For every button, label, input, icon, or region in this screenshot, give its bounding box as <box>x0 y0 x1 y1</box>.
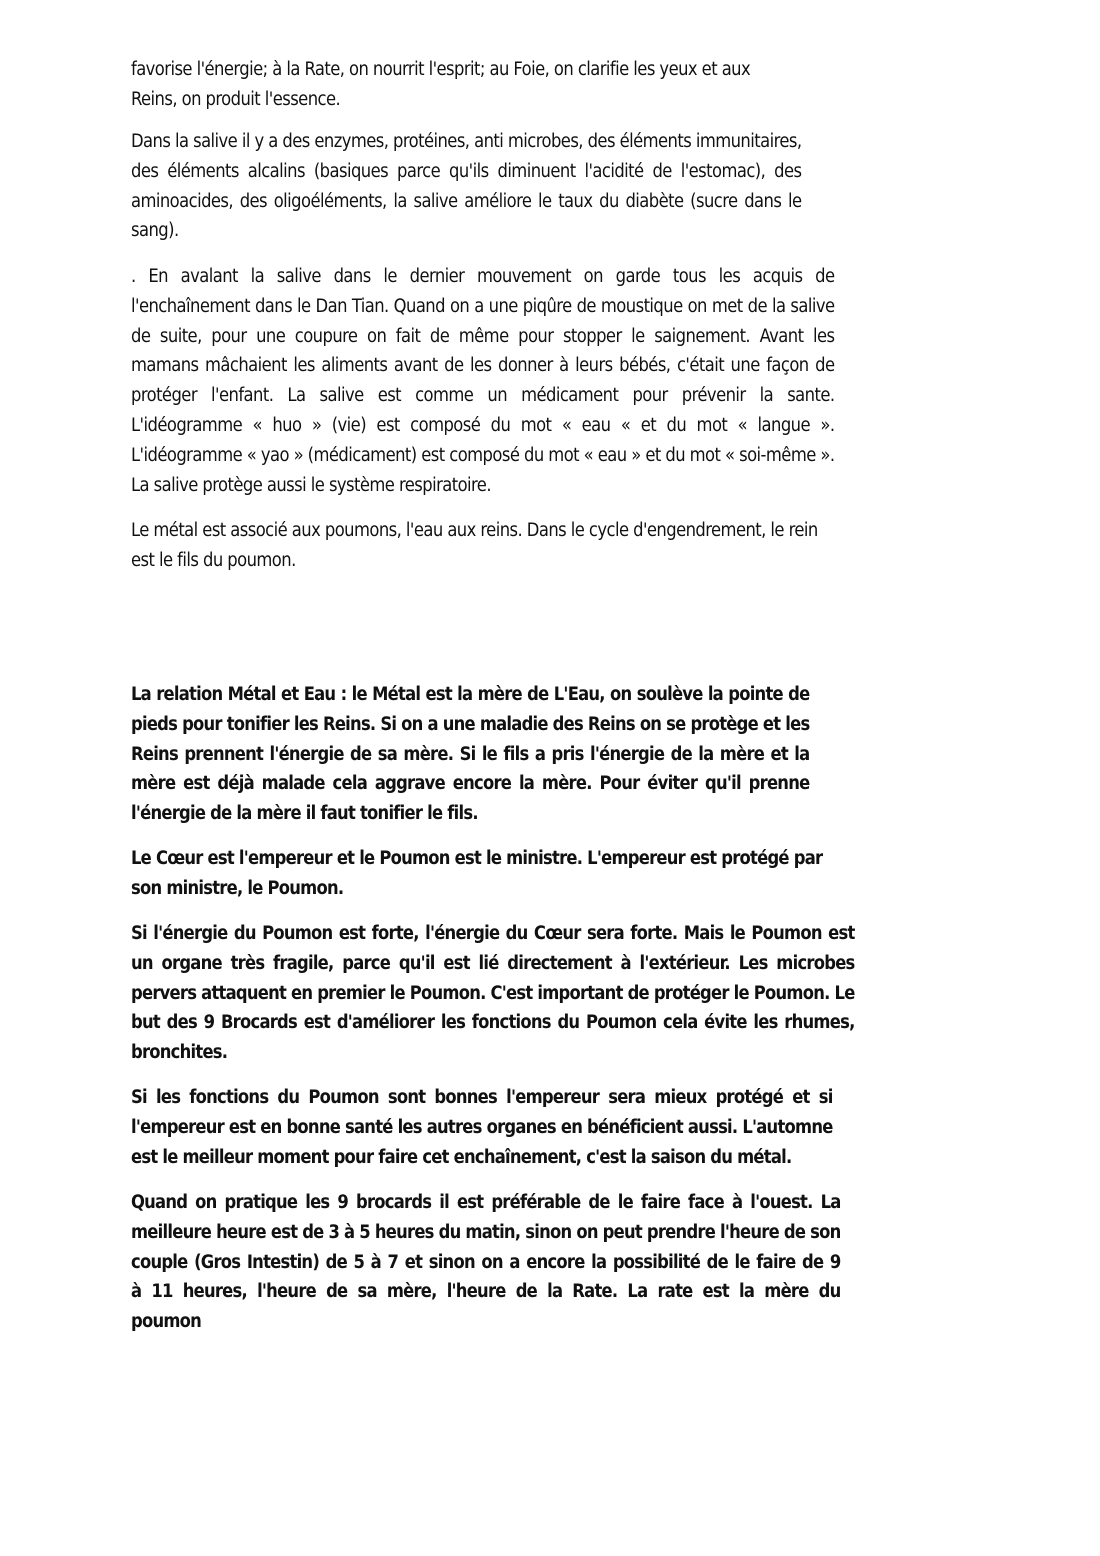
text-line: de suite, pour une coupure on fait de même pour stopper le saignement. Avant les <box>131 325 835 347</box>
text-line: mamans mâchaient les aliments avant de les donner à leurs bébés, c'était une façon de <box>131 355 835 377</box>
text-line: . En avalant la salive dans le dernier mouvement on garde tous les acquis de <box>131 266 835 287</box>
paragraph-practice-hours <box>131 1188 841 1337</box>
paragraph-lung-energy <box>131 919 855 1068</box>
text-line: à 11 heures, l'heure de sa mère, l'heure de la Rate. La rate est la mère du <box>131 1281 841 1303</box>
text-line: aminoacides, des oligoéléments, la salive améliore le taux du diabète (sucre dans le <box>131 190 802 212</box>
text-line: Reins prennent l'énergie de sa mère. Si le fils a pris l'énergie de la mère et la <box>131 743 810 765</box>
text-line: son ministre, le Poumon. <box>131 877 344 899</box>
text-line: Si les fonctions du Poumon sont bonnes l'empereur sera mieux protégé et si <box>131 1087 833 1108</box>
paragraph-autumn-season <box>131 1083 833 1172</box>
paragraph-energy-organs <box>131 55 750 115</box>
text-line: sang). <box>131 220 179 242</box>
text-line: est le meilleur moment pour faire cet enchaînement, c'est la saison du métal. <box>131 1146 792 1168</box>
text-line: pieds pour tonifier les Reins. Si on a une maladie des Reins on se protège et les <box>131 713 810 735</box>
text-line: L'idéogramme « huo » (vie) est composé du mot « eau « et du mot « langue ». <box>131 414 835 436</box>
text-line: bronchites. <box>131 1042 228 1064</box>
text-line: but des 9 Brocards est d'améliorer les fonctions du Poumon cela évite les rhumes, <box>131 1012 855 1034</box>
text-line: mère est déjà malade cela aggrave encore la mère. Pour éviter qu'il prenne <box>131 773 810 795</box>
text-line: Quand on pratique les 9 brocards il est préférable de le faire face à l'ouest. La <box>131 1192 841 1213</box>
paragraph-metal-water <box>131 516 818 576</box>
paragraph-metal-water-relation <box>131 680 809 829</box>
text-line: favorise l'énergie; à la Rate, on nourrit l'esprit; au Foie, on clarifie les yeux et aux <box>131 59 751 80</box>
text-line: Le métal est associé aux poumons, l'eau aux reins. Dans le cycle d'engendrement, le rein <box>131 520 818 541</box>
text-line: Le Cœur est l'empereur et le Poumon est le ministre. L'empereur est protégé par <box>131 848 823 869</box>
text-line: La salive protège aussi le système respiratoire. <box>131 474 491 496</box>
text-line: protéger l'enfant. La salive est comme un médicament pour prévenir la sante. <box>131 385 835 407</box>
text-line: l'empereur est en bonne santé les autres organes en bénéficient aussi. L'automne <box>131 1116 833 1138</box>
text-line: couple (Gros Intestin) de 5 à 7 et sinon on a encore la possibilité de le faire de 9 <box>131 1251 841 1273</box>
text-line: L'idéogramme « yao » (médicament) est composé du mot « eau » et du mot « soi-même ». <box>131 444 835 466</box>
text-line: Reins, on produit l'essence. <box>131 88 341 110</box>
text-line: est le fils du poumon. <box>131 549 296 571</box>
paragraph-swallowing-saliva <box>131 262 835 500</box>
text-line: l'enchaînement dans le Dan Tian. Quand on a une piqûre de moustique on met de la salive <box>131 295 835 317</box>
text-line: La relation Métal et Eau : le Métal est la mère de L'Eau, on soulève la pointe de <box>131 684 810 705</box>
text-line: des éléments alcalins (basiques parce qu'ils diminuent l'acidité de l'estomac), des <box>131 160 802 182</box>
text-line: un organe très fragile, parce qu'il est lié directement à l'extérieur. Les microbes <box>131 952 855 974</box>
text-line: poumon <box>131 1311 202 1333</box>
paragraph-heart-emperor <box>131 844 822 904</box>
text-line: l'énergie de la mère il faut tonifier le fils. <box>131 803 478 825</box>
paragraph-saliva-content <box>131 127 802 246</box>
text-line: Dans la salive il y a des enzymes, protéines, anti microbes, des éléments immunitaires, <box>131 131 802 152</box>
text-line: pervers attaquent en premier le Poumon. C'est important de protéger le Poumon. Le <box>131 982 855 1004</box>
text-line: meilleure heure est de 3 à 5 heures du matin, sinon on peut prendre l'heure de son <box>131 1221 841 1243</box>
text-line: Si l'énergie du Poumon est forte, l'énergie du Cœur sera forte. Mais le Poumon est <box>131 923 855 944</box>
